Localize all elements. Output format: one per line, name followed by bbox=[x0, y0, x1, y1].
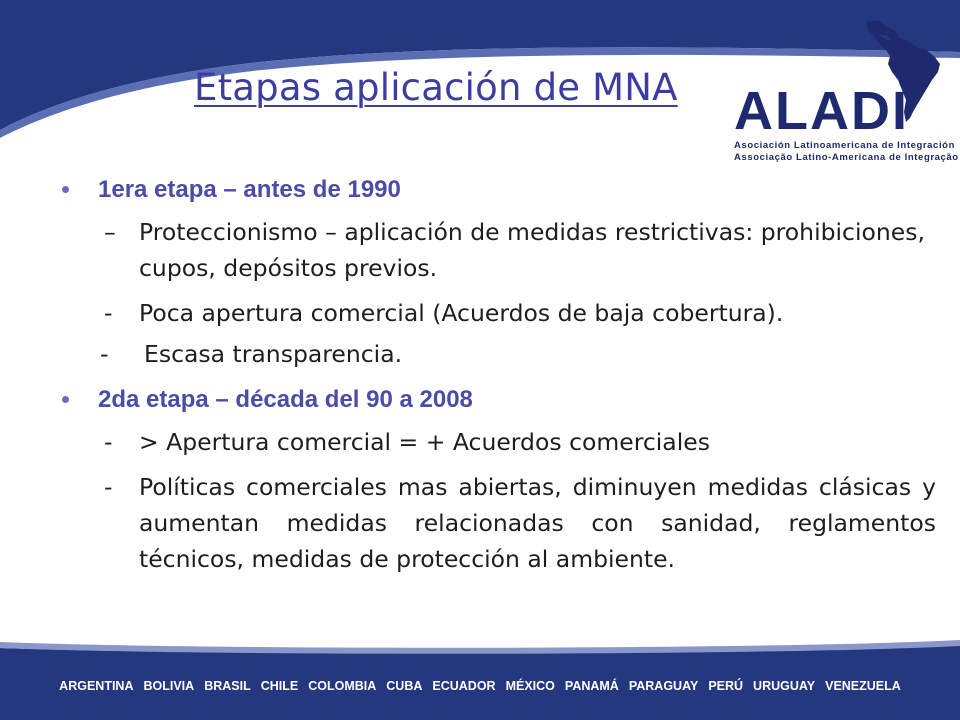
list-item-text: Escasa transparencia. bbox=[144, 340, 403, 368]
list-marker: – bbox=[104, 218, 116, 246]
logo-subtitle-pt: Associação Latino-Americana de Integração bbox=[734, 152, 959, 163]
country-label: COLOMBIA bbox=[308, 679, 377, 693]
section-heading-text: 2da etapa – década del 90 a 2008 bbox=[98, 386, 473, 413]
country-label: PARAGUAY bbox=[628, 679, 699, 693]
section-heading-text: 1era etapa – antes de 1990 bbox=[98, 176, 401, 203]
country-label: ECUADOR bbox=[432, 679, 496, 693]
list-item-text: > Apertura comercial = + Acuerdos comerciales bbox=[139, 428, 710, 456]
country-label: URUGUAY bbox=[753, 679, 816, 693]
aladi-logo bbox=[728, 14, 960, 164]
section-heading bbox=[60, 174, 940, 206]
country-label: BRASIL bbox=[204, 679, 251, 693]
country-label: PERÚ bbox=[708, 679, 744, 693]
section-heading bbox=[60, 384, 940, 416]
slide-body bbox=[60, 174, 940, 577]
bullet-icon bbox=[62, 396, 69, 403]
list-marker: - bbox=[104, 428, 113, 456]
list-item-text: Proteccionismo – aplicación de medidas restrictivas: prohibiciones, cupos, depósitos previos. bbox=[139, 218, 925, 282]
list-item bbox=[60, 336, 941, 372]
bullet-icon bbox=[62, 186, 69, 193]
country-label: MÉXICO bbox=[505, 679, 555, 693]
country-label: VENEZUELA bbox=[825, 679, 901, 693]
country-label: CUBA bbox=[386, 679, 423, 693]
list-item-text: Políticas comerciales mas abiertas, diminuyen medidas clásicas y aumentan medidas relacionadas con sanidad, reglamentos técnicos, medidas de protección al ambiente. bbox=[139, 473, 936, 573]
footer-country-bar bbox=[0, 666, 960, 706]
country-list bbox=[59, 679, 901, 693]
list-marker: - bbox=[100, 340, 109, 368]
country-label: CHILE bbox=[260, 679, 299, 693]
country-label: ARGENTINA bbox=[59, 679, 134, 693]
list-item bbox=[60, 424, 936, 460]
country-label: PANAMÁ bbox=[564, 679, 619, 693]
logo-subtitle-es: Asociación Latinoamericana de Integración bbox=[734, 140, 955, 151]
list-item-text: Poca apertura comercial (Acuerdos de baja cobertura). bbox=[139, 299, 784, 327]
list-item bbox=[60, 295, 936, 331]
list-marker: - bbox=[104, 473, 113, 501]
list-marker: - bbox=[104, 299, 113, 327]
country-label: BOLIVIA bbox=[143, 679, 195, 693]
list-item bbox=[60, 214, 936, 286]
slide-title: Etapas aplicación de MNA bbox=[194, 66, 678, 109]
list-item bbox=[60, 469, 936, 577]
logo-wordmark: ALADI bbox=[734, 81, 909, 141]
